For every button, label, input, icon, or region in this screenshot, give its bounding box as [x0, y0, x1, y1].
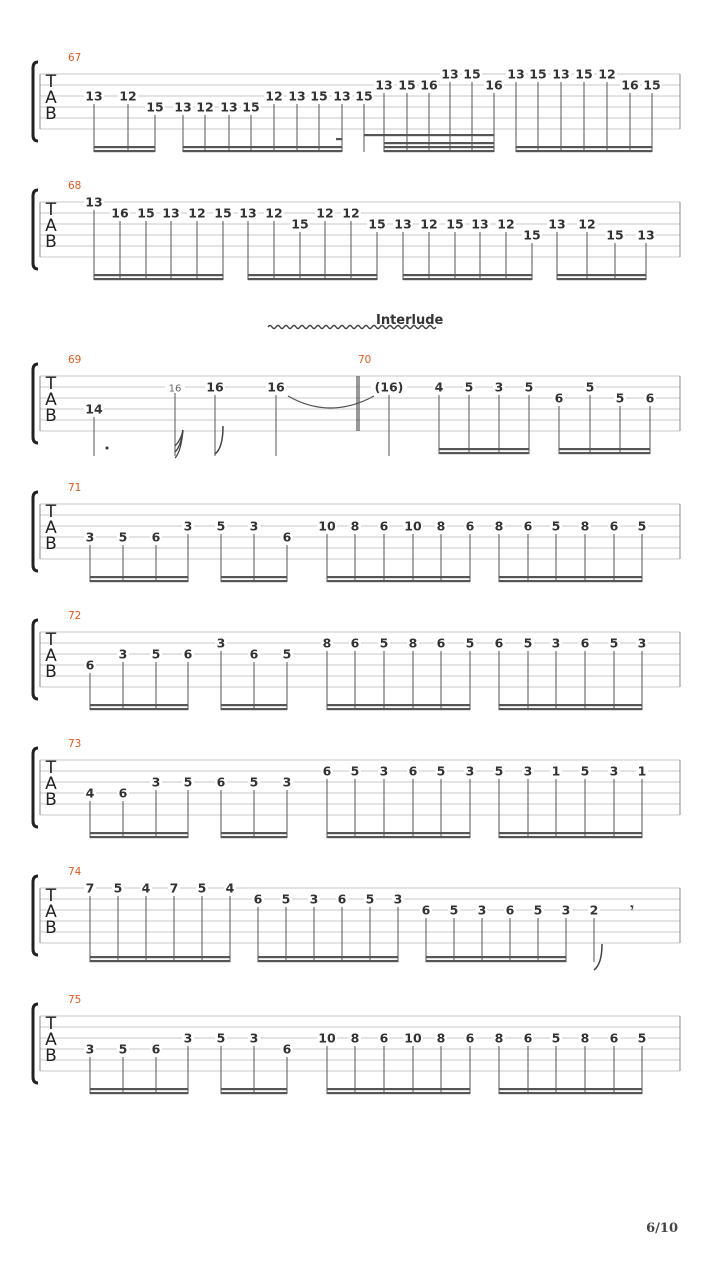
fret-number: 13 [441, 66, 459, 82]
beam [90, 832, 188, 834]
fret-number: 6 [183, 646, 193, 662]
tab-clef-t: T [45, 72, 57, 92]
fret-number: 6 [465, 518, 475, 534]
tab-clef-a: A [45, 646, 57, 666]
fret-number: 3 [151, 774, 161, 790]
fret-number: 5 [465, 635, 475, 651]
system-bracket [33, 364, 38, 443]
fret-number: 6 [350, 635, 360, 651]
fret-number: 13 [552, 66, 570, 82]
fret-number: 3 [637, 635, 647, 651]
system-bracket [33, 62, 38, 141]
tab-system [33, 610, 680, 710]
fret-number: 3 [309, 891, 319, 907]
note-flag [215, 426, 223, 454]
fret-number: 6 [282, 529, 292, 545]
fret-number: 13 [394, 216, 412, 232]
fret-number: 3 [85, 1041, 95, 1057]
fret-number: 12 [598, 66, 616, 82]
tab-system [33, 482, 680, 582]
fret-number: 6 [379, 1030, 389, 1046]
fret-number: 10 [318, 518, 336, 534]
fret-number: 3 [249, 518, 259, 534]
fret-number: 13 [471, 216, 489, 232]
note-flag [594, 944, 602, 970]
tab-clef-a: A [45, 902, 57, 922]
tab-system [33, 738, 680, 838]
beam [557, 274, 646, 276]
fret-number: 5 [551, 518, 561, 534]
beam [94, 274, 223, 276]
tab-clef-t: T [45, 200, 57, 220]
fret-number: 15 [368, 216, 386, 232]
fret-number: 7 [85, 880, 95, 896]
tab-clef-a: A [45, 774, 57, 794]
fret-number: 6 [609, 1030, 619, 1046]
beam [384, 142, 494, 144]
beam [384, 150, 494, 152]
fret-number: 3 [282, 774, 292, 790]
fret-number: 6 [151, 1041, 161, 1057]
system-bracket [33, 190, 38, 269]
fret-number: 5 [113, 880, 123, 896]
fret-number: 12 [316, 205, 334, 221]
system-bracket [33, 1004, 38, 1083]
beam [559, 452, 650, 454]
fret-number: 15 [310, 88, 328, 104]
fret-number: 16 [111, 205, 129, 221]
measure-number: 70 [358, 354, 372, 366]
beam [499, 1092, 642, 1094]
fret-number: 5 [183, 774, 193, 790]
fret-number: 6 [337, 891, 347, 907]
section-label: Interlude [376, 313, 444, 328]
fret-number: 6 [253, 891, 263, 907]
fret-number: 6 [523, 1030, 533, 1046]
tab-clef-a: A [45, 216, 57, 236]
tab-clef-a: A [45, 1030, 57, 1050]
beam [90, 708, 188, 710]
fret-number: 3 [477, 902, 487, 918]
fret-number: 13 [548, 216, 566, 232]
fret-number: 13 [85, 88, 103, 104]
fret-number: 13 [507, 66, 525, 82]
fret-number: 8 [436, 518, 446, 534]
beam [258, 960, 398, 962]
fret-number: 13 [162, 205, 180, 221]
fret-number: 13 [637, 227, 655, 243]
measure-number: 72 [68, 610, 82, 622]
tab-clef-a: A [45, 518, 57, 538]
tab-system [33, 866, 680, 962]
beam [221, 580, 287, 582]
fret-number: 15 [242, 99, 260, 115]
fret-number: 8 [350, 518, 360, 534]
beam [327, 704, 470, 706]
fret-number: 16 [621, 77, 639, 93]
beam [221, 1092, 287, 1094]
tab-system [33, 52, 680, 152]
fret-number: 15 [398, 77, 416, 93]
beam [439, 448, 529, 450]
beam [221, 576, 287, 578]
fret-number: 6 [216, 774, 226, 790]
fret-number: 13 [239, 205, 257, 221]
fret-number: 5 [464, 379, 474, 395]
tab-clef-t: T [45, 886, 57, 906]
fret-number: 5 [523, 635, 533, 651]
fret-number: 4 [85, 785, 95, 801]
measure-number: 74 [68, 866, 82, 878]
fret-number: 8 [580, 518, 590, 534]
measure-number: 69 [68, 354, 82, 366]
beam [499, 832, 642, 834]
fret-number: 12 [420, 216, 438, 232]
tab-system [33, 180, 680, 280]
fret-number: 13 [333, 88, 351, 104]
fret-number: 13 [375, 77, 393, 93]
beam [516, 146, 652, 148]
beam [90, 704, 188, 706]
page-number: 6/10 [646, 1221, 678, 1236]
beam [439, 452, 529, 454]
fret-number: 8 [322, 635, 332, 651]
dotted-rest-dot [106, 447, 109, 450]
beam [221, 704, 287, 706]
fret-number: 14 [85, 401, 103, 417]
fret-number: 5 [551, 1030, 561, 1046]
fret-number: 6 [609, 518, 619, 534]
fret-number: 1 [637, 763, 647, 779]
fret-number: 8 [494, 518, 504, 534]
beam [364, 134, 494, 136]
fret-number: 6 [505, 902, 515, 918]
fret-number: 5 [216, 518, 226, 534]
fret-number: 4 [225, 880, 235, 896]
fret-number: 16 [485, 77, 503, 93]
fret-number: 16 [206, 379, 224, 395]
fret-number: 5 [216, 1030, 226, 1046]
tab-clef-b: B [45, 1046, 57, 1066]
tab-clef-a: A [45, 390, 57, 410]
fret-number: 13 [174, 99, 192, 115]
fret-number: 13 [220, 99, 238, 115]
beam [90, 1088, 188, 1090]
fret-number: 3 [216, 635, 226, 651]
fret-number: 3 [183, 518, 193, 534]
beam [90, 836, 188, 838]
fret-number: 16 [420, 77, 438, 93]
tab-system [33, 994, 680, 1094]
fret-number: 6 [465, 1030, 475, 1046]
beam [499, 708, 642, 710]
fret-number: 5 [350, 763, 360, 779]
beam [94, 150, 155, 152]
fret-number: 6 [249, 646, 259, 662]
measure-number: 68 [68, 180, 82, 192]
fret-number: 5 [249, 774, 259, 790]
fret-number: 5 [449, 902, 459, 918]
system-bracket [33, 492, 38, 571]
fret-number: 5 [524, 379, 534, 395]
tab-clef-b: B [45, 662, 57, 682]
beam [384, 146, 494, 148]
fret-number: 3 [494, 379, 504, 395]
beam [426, 960, 566, 962]
fret-number: 8 [408, 635, 418, 651]
fret-number: 12 [497, 216, 515, 232]
fret-number: 10 [404, 1030, 422, 1046]
fret-number: 3 [393, 891, 403, 907]
beam [90, 960, 230, 962]
fret-number: 5 [379, 635, 389, 651]
beam [327, 832, 470, 834]
fret-number: 4 [434, 379, 444, 395]
fret-number: 15 [355, 88, 373, 104]
fret-number: 3 [118, 646, 128, 662]
fret-number: 6 [118, 785, 128, 801]
beam [327, 1092, 470, 1094]
fret-number: 12 [119, 88, 137, 104]
fret-number: 12 [265, 88, 283, 104]
fret-number: 3 [379, 763, 389, 779]
beam [499, 580, 642, 582]
beam [327, 580, 470, 582]
fret-number: 8 [436, 1030, 446, 1046]
fret-number: 6 [408, 763, 418, 779]
beam [499, 836, 642, 838]
fret-number: 12 [342, 205, 360, 221]
fret-number: 6 [322, 763, 332, 779]
fret-number: 5 [494, 763, 504, 779]
beam [426, 956, 566, 958]
fret-number: 5 [151, 646, 161, 662]
beam [403, 274, 532, 276]
fret-number: 15 [291, 216, 309, 232]
beam [94, 278, 223, 280]
fret-number: 5 [118, 1041, 128, 1057]
fret-number: 7 [169, 880, 179, 896]
beam [258, 956, 398, 958]
fret-number: 5 [615, 390, 625, 406]
fret-number: 5 [533, 902, 543, 918]
beam [403, 278, 532, 280]
fret-number: 5 [281, 891, 291, 907]
beam [183, 150, 342, 152]
fret-number: 6 [282, 1041, 292, 1057]
fret-number: 15 [463, 66, 481, 82]
beam [499, 576, 642, 578]
fret-number: 12 [265, 205, 283, 221]
fret-number: 6 [436, 635, 446, 651]
tab-clef-t: T [45, 374, 57, 394]
beam [183, 146, 342, 148]
fret-number: 8 [350, 1030, 360, 1046]
tab-clef-b: B [45, 232, 57, 252]
fret-number: 6 [523, 518, 533, 534]
fret-number: 5 [365, 891, 375, 907]
fret-number: 6 [85, 657, 95, 673]
fret-number: (16) [374, 379, 404, 395]
fret-number: 15 [214, 205, 232, 221]
fret-number: 4 [141, 880, 151, 896]
fret-number: 15 [643, 77, 661, 93]
beam [90, 1092, 188, 1094]
system-bracket [33, 748, 38, 827]
fret-number: 10 [318, 1030, 336, 1046]
beam [90, 580, 188, 582]
fret-number: 3 [561, 902, 571, 918]
fret-number: 3 [551, 635, 561, 651]
beam [94, 146, 155, 148]
fret-number: 15 [523, 227, 541, 243]
tab-clef-b: B [45, 534, 57, 554]
beam [327, 836, 470, 838]
system-bracket [33, 620, 38, 699]
measure-number: 75 [68, 994, 82, 1006]
beam [90, 956, 230, 958]
fret-number: 16 [168, 383, 182, 395]
system-bracket [33, 876, 38, 955]
fret-number: 6 [494, 635, 504, 651]
fret-number: 12 [578, 216, 596, 232]
beam [516, 150, 652, 152]
fret-number: 5 [436, 763, 446, 779]
measure-number: 73 [68, 738, 82, 750]
fret-number: 3 [523, 763, 533, 779]
fret-number: 15 [446, 216, 464, 232]
fret-number: 6 [554, 390, 564, 406]
beam [557, 278, 646, 280]
fret-number: 13 [85, 194, 103, 210]
fret-number: 6 [421, 902, 431, 918]
tab-clef-t: T [45, 630, 57, 650]
tab-clef-a: A [45, 88, 57, 108]
tab-clef-b: B [45, 918, 57, 938]
beam [499, 704, 642, 706]
beam [221, 1088, 287, 1090]
fret-number: 6 [379, 518, 389, 534]
fret-number: 15 [529, 66, 547, 82]
tab-clef-b: B [45, 104, 57, 124]
fret-number: 10 [404, 518, 422, 534]
fret-number: 3 [183, 1030, 193, 1046]
fret-number: 3 [85, 529, 95, 545]
fret-number: 2 [589, 902, 599, 918]
fret-number: 3 [249, 1030, 259, 1046]
beam [248, 274, 377, 276]
fret-number: 15 [137, 205, 155, 221]
fret-number: 13 [288, 88, 306, 104]
tab-clef-t: T [45, 1014, 57, 1034]
beam [221, 832, 287, 834]
fret-number: 5 [118, 529, 128, 545]
fret-number: 5 [585, 379, 595, 395]
beam [221, 708, 287, 710]
fret-number: 1 [551, 763, 561, 779]
eighth-rest: 𝄾 [630, 900, 634, 915]
tab-clef-b: B [45, 406, 57, 426]
tab-clef-t: T [45, 502, 57, 522]
tab-clef-t: T [45, 758, 57, 778]
fret-number: 6 [151, 529, 161, 545]
fret-number: 12 [196, 99, 214, 115]
fret-number: 6 [580, 635, 590, 651]
fret-number: 5 [282, 646, 292, 662]
fret-number: 15 [606, 227, 624, 243]
fret-number: 15 [146, 99, 164, 115]
beam [327, 1088, 470, 1090]
beam [221, 836, 287, 838]
beam [327, 708, 470, 710]
fret-number: 12 [188, 205, 206, 221]
fret-number: 3 [465, 763, 475, 779]
measure-number: 67 [68, 52, 82, 64]
tab-clef-b: B [45, 790, 57, 810]
fret-number: 5 [197, 880, 207, 896]
beam [327, 576, 470, 578]
fret-number: 3 [609, 763, 619, 779]
fret-number: 15 [575, 66, 593, 82]
fret-number: 16 [267, 379, 285, 395]
fret-number: 8 [494, 1030, 504, 1046]
fret-number: 6 [645, 390, 655, 406]
beam-hook [336, 138, 342, 140]
fret-number: 5 [609, 635, 619, 651]
beam [499, 1088, 642, 1090]
fret-number: 5 [637, 1030, 647, 1046]
fret-number: 5 [580, 763, 590, 779]
fret-number: 8 [580, 1030, 590, 1046]
beam [90, 576, 188, 578]
beam [559, 448, 650, 450]
beam [248, 278, 377, 280]
fret-number: 5 [637, 518, 647, 534]
measure-number: 71 [68, 482, 82, 494]
